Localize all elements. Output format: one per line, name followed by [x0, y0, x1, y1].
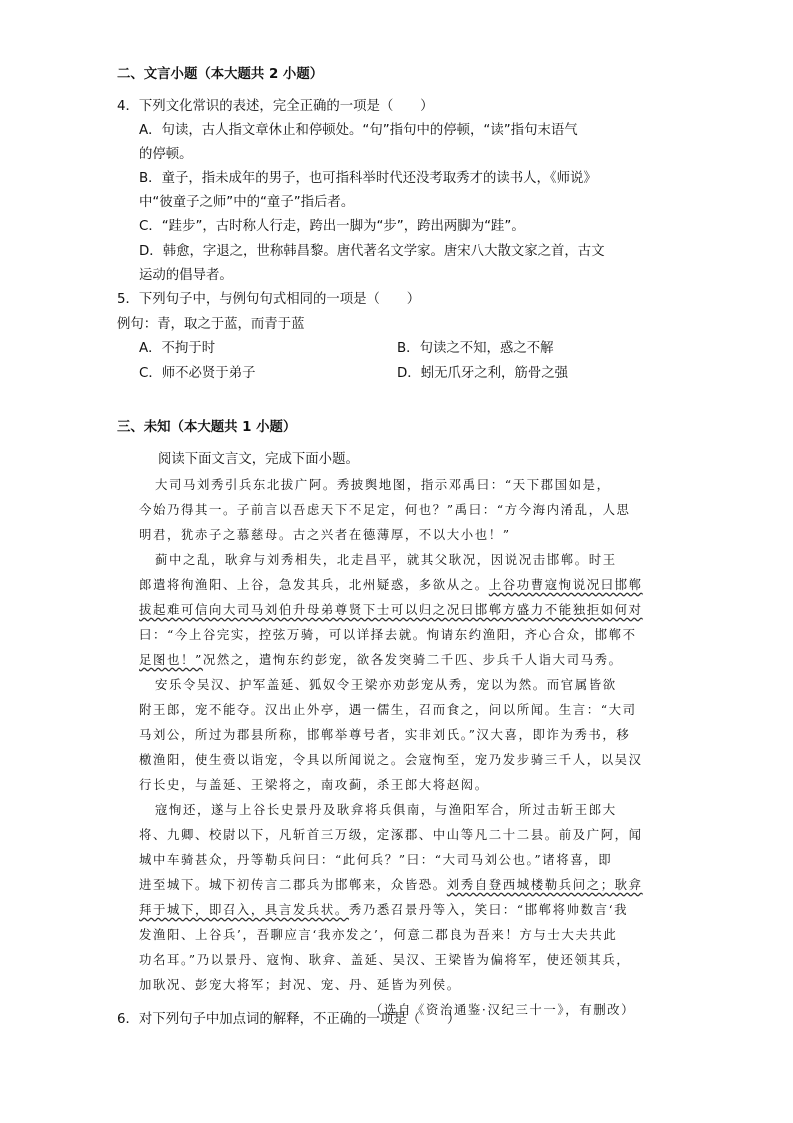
passage-line-underlined: 拔起难可信向大司马刘伯升母弟尊贤下士可以归之况曰邯郸方盛力不能独拒如何对 — [139, 602, 643, 617]
underlined-clause: 拜于城下，即召入，具言发兵状。 — [139, 902, 349, 917]
source-citation: （选自《资治通鉴·汉纪三十一》，有删改） — [370, 1002, 636, 1017]
option-d-cont: 运动的倡导者。 — [139, 268, 233, 283]
passage-line: 蓟中之乱，耿弇与刘秀相失，北走昌平，就其父耿况，因说况击邯郸。时王 — [155, 552, 617, 567]
passage-line: 发渔阳、上谷兵’，吾聊应言‘我亦发之’，何意二郡良为吾来！方与士大夫共此 — [139, 927, 618, 942]
passage-line: 郎遣将徇渔阳、上谷，急发其兵，北州疑惑，多欲从之。上谷功曹寇恂说况曰邯郸 — [139, 577, 643, 592]
example-sentence: 例句：青，取之于蓝，而青于蓝 — [117, 317, 305, 332]
passage-line: 进至城下。城下初传言二郡兵为邯郸来，众皆恐。刘秀自登西城楼勒兵问之；耿弇 — [139, 877, 643, 892]
underlined-clause: 上谷功曹寇恂说况曰邯郸 — [488, 577, 643, 592]
passage-line: 附王郎，宠不能夺。汉出止外亭，遇一儒生，召而食之，问以所闻。生言：“大司 — [139, 702, 637, 717]
underlined-clause: 刘秀自登西城楼勒兵问之；耿弇 — [446, 877, 643, 892]
section-heading: 三、未知（本大题共 1 小题） — [117, 420, 297, 435]
option-c: C．“跬步”，古时称人行走，跨出一脚为“步”，跨出两脚为“跬”。 — [139, 219, 525, 234]
passage-line: 大司马刘秀引兵东北拔广阿。秀披舆地图，指示邓禹曰：“天下郡国如是， — [155, 477, 611, 492]
reading-intro: 阅读下面文言文，完成下面小题。 — [158, 452, 359, 467]
passage-line: 明君，犹赤子之慕慈母。古之兴者在德薄厚，不以大小也！” — [139, 527, 511, 542]
question-stem: 6．对下列句子中加点词的解释，不正确的一项是（ ） — [117, 1012, 461, 1027]
option-b: B．句读之不知，惑之不解 — [397, 341, 554, 356]
section-heading: 二、文言小题（本大题共 2 小题） — [117, 67, 324, 82]
option-d: D．蚓无爪牙之利，筋骨之强 — [397, 366, 568, 381]
passage-line: 曰：“今上谷完实，控弦万骑，可以详择去就。恂请东约渔阳，齐心合众，邯郸不 — [139, 627, 637, 642]
option-b-cont: 中“彼童子之师”中的“童子”指后者。 — [139, 195, 355, 210]
option-a-cont: 的停顿。 — [139, 147, 193, 162]
question-stem: 5．下列句子中，与例句句式相同的一项是（ ） — [117, 292, 421, 307]
option-a: A．句读，古人指文章休止和停顿处。“句”指句中的停顿，“读”指句末语气 — [139, 123, 578, 138]
passage-line: 安乐令吴汉、护军盖延、狐奴令王梁亦劝彭宠从秀，宠以为然。而官属皆欲 — [155, 677, 617, 692]
passage-line: 今始乃得其一。子前言以吾虑天下不足定，何也？”禹曰：“方今海内淆乱，人思 — [139, 502, 631, 517]
passage-line: 功名耳。”乃以景丹、寇恂、耿弇、盖延、吴汉、王梁皆为偏将军，使还领其兵， — [139, 952, 631, 967]
passage-line: 拜于城下，即召入，具言发兵状。秀乃悉召景丹等入，笑曰：“邯郸将帅数言‘我 — [139, 902, 629, 917]
option-a: A．不拘于时 — [139, 341, 216, 356]
passage-line: 马刘公，所过为郡县所称，邯郸举尊号者，实非刘氏。”汉大喜，即诈为秀书，移 — [139, 727, 631, 742]
passage-line: 行长史，与盖延、王梁将之，南攻蓟，杀王郎大将赵闳。 — [139, 777, 489, 792]
passage-line: 足图也！”况然之，遣恂东约彭宠，欲各发突骑二千匹、步兵千人诣大司马秀。 — [139, 652, 623, 667]
passage-line: 城中车骑甚众，丹等勒兵问曰：“此何兵？”曰：“大司马刘公也。”诸将喜，即 — [139, 852, 613, 867]
passage-line: 檄渔阳，使生赍以诣宠，令具以所闻说之。会寇恂至，宠乃发步骑三千人，以吴汉 — [139, 752, 643, 767]
option-b: B．童子，指未成年的男子，也可指科举时代还没考取秀才的读书人，《师说》 — [139, 171, 597, 186]
passage-line: 加耿况、彭宠大将军；封况、宠、丹、延皆为列侯。 — [139, 977, 461, 992]
passage-line: 寇恂还，遂与上谷长史景丹及耿弇将兵俱南，与渔阳军合，所过击斩王郎大 — [155, 802, 617, 817]
underlined-clause: 足图也！” — [139, 652, 203, 667]
passage-line: 将、九卿、校尉以下，凡斩首三万级，定涿郡、中山等凡二十二县。前及广阿，闻 — [139, 827, 643, 842]
option-d: D．韩愈，字退之，世称韩昌黎。唐代著名文学家。唐宋八大散文家之首，古文 — [139, 244, 605, 259]
option-c: C．师不必贤于弟子 — [139, 366, 256, 381]
question-stem: 4．下列文化常识的表述，完全正确的一项是（ ） — [117, 99, 434, 114]
